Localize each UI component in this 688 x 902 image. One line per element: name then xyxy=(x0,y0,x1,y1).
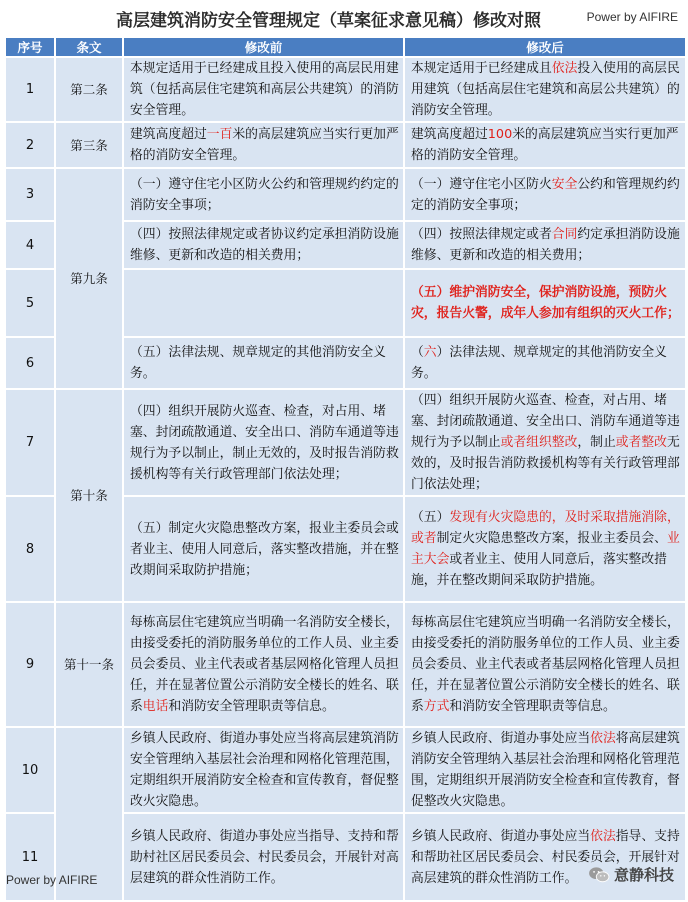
text-segment: 建筑高度超过 xyxy=(411,127,488,142)
watermark xyxy=(588,864,674,885)
highlighted-text: 安全 xyxy=(551,176,578,192)
text-segment: 乡镇人民政府、街道办事处应当指导、支持和帮助村社区居民委员会、村民委员会，开展针对高层建筑的群众性消防工作。 xyxy=(130,828,399,886)
highlighted-text: 依法 xyxy=(590,731,616,746)
column-header-article: 条文 xyxy=(55,37,123,57)
highlighted-text: （五）维护消防安全，保护消防设施，预防火灾，报告火警，成年人参加有组织的灭火工作； xyxy=(411,285,680,321)
highlighted-text: 或者组织整改 xyxy=(500,435,578,450)
article-label: 第十一条 xyxy=(55,602,123,727)
text-segment: 建筑高度超过 xyxy=(130,127,207,142)
row-number: 9 xyxy=(5,602,55,727)
highlighted-text: 合同 xyxy=(551,227,578,242)
text-segment: 乡镇人民政府、街道办事处应当 xyxy=(411,731,591,746)
table-row xyxy=(5,389,686,496)
before-text xyxy=(123,221,404,269)
row-number: 1 xyxy=(5,57,55,122)
before-text xyxy=(123,337,404,389)
highlighted-text: 依法 xyxy=(590,828,616,844)
text-segment: 本规定适用于已经建成且投入使用的高层民用建筑（包括高层住宅建筑和高层公共建筑）的消防安全管理。 xyxy=(130,61,399,118)
row-number: 7 xyxy=(5,389,55,496)
text-segment: ）法律法规、规章规定的其他消防安全义务。 xyxy=(411,345,667,381)
text-segment: （四）按照法律规定或者 xyxy=(411,227,552,242)
article-label: 第二条 xyxy=(55,57,123,122)
wechat-logo-icon xyxy=(588,866,610,884)
after-text xyxy=(404,269,686,337)
text-segment: （四）组织开展防火巡查、检查，对占用、堵塞、封闭疏散通道、安全出口、消防车通道等违规行为予以制止，制止无效的，及时报告消防救援机构等有关行政管理部门依法处理； xyxy=(130,403,399,482)
text-segment: （ xyxy=(411,345,424,360)
after-text xyxy=(404,813,686,901)
text-segment: （四）组织开展防火巡查、检查，对占用、堵塞、封闭疏散通道、安全出口、消防车通道等违规行为予以制止 xyxy=(411,393,680,450)
comparison-table xyxy=(4,36,687,902)
highlighted-text: 六 xyxy=(423,345,437,360)
table-row xyxy=(5,602,686,727)
text-segment: （五） xyxy=(411,510,450,525)
column-header-number: 序号 xyxy=(5,37,55,57)
row-number: 3 xyxy=(5,168,55,221)
table-header-row xyxy=(5,37,686,57)
text-segment: 约定承担消防设施维修、更新和改造的相关费用； xyxy=(411,227,680,263)
after-text xyxy=(404,496,686,602)
highlighted-text: 发现有火灾隐患的，及时采取措施消除，或者 xyxy=(411,510,680,546)
text-segment: （四）按照法律规定或者协议约定承担消防设施维修、更新和改造的相关费用； xyxy=(130,227,399,263)
text-segment: 指导、支持和帮助社区居民委员会、村民委员会，开展针对高层建筑的群众性消防工作。 xyxy=(411,828,680,886)
row-number: 4 xyxy=(5,221,55,269)
highlighted-text: 电话 xyxy=(142,699,169,714)
text-segment: 投入使用的高层民用建筑（包括高层住宅建筑和高层公共建筑）的消防安全管理。 xyxy=(411,61,680,118)
powered-by-label: Power by AIFIRE xyxy=(586,10,678,24)
page-title: 高层建筑消防安全管理规定（草案征求意见稿）修改对照 xyxy=(116,11,541,31)
row-number: 10 xyxy=(5,727,55,813)
before-text xyxy=(123,727,404,813)
text-segment: 公约和管理规约约定的消防安全事项； xyxy=(411,176,680,213)
after-text xyxy=(404,727,686,813)
watermark-text: 意静科技 xyxy=(613,866,674,884)
column-header-before: 修改前 xyxy=(123,37,404,57)
after-text xyxy=(404,337,686,389)
text-segment: 和消防安全管理职责等信息。 xyxy=(168,699,335,714)
article-label: 第九条 xyxy=(55,168,123,389)
before-text xyxy=(123,813,404,901)
highlighted-text: 方式 xyxy=(423,699,450,714)
text-segment: （五）法律法规、规章规定的其他消防安全义务。 xyxy=(130,345,386,381)
after-text xyxy=(404,389,686,496)
text-segment: 每栋高层住宅建筑应当明确一名消防安全楼长，由接受委托的消防服务单位的工作人员、业主委员会委员、业主代表或者基层网格化管理人员担任，并在显著位置公示消防安全楼长的姓名、联系 xyxy=(411,615,680,714)
row-number: 5 xyxy=(5,269,55,337)
text-segment: （一）遵守住宅小区防火 xyxy=(411,176,552,192)
text-segment: 无效的，及时报告消防救援机构等有关行政管理部门依法处理； xyxy=(411,435,680,492)
after-text xyxy=(404,221,686,269)
highlighted-text: 或者整改 xyxy=(615,435,667,450)
text-segment: 将高层建筑消防安全管理纳入基层社会治理和网格化管理范围，定期组织开展消防安全检查和宣传教育，督促整改火灾隐患。 xyxy=(411,731,680,809)
article-label: 第十条 xyxy=(55,389,123,602)
table-row xyxy=(5,727,686,813)
text-segment: 制定火灾隐患整改方案，报业主委员会、 xyxy=(436,531,667,546)
before-text xyxy=(123,122,404,168)
table-row xyxy=(5,57,686,122)
column-header-after: 修改后 xyxy=(404,37,686,57)
highlighted-text: 一百 xyxy=(206,127,233,142)
after-text xyxy=(404,122,686,168)
before-text xyxy=(123,57,404,122)
article-label: 第三条 xyxy=(55,122,123,168)
table-row xyxy=(5,122,686,168)
text-segment: 乡镇人民政府、街道办事处应当将高层建筑消防安全管理纳入基层社会治理和网格化管理范围，定期组织开展消防安全检查和宣传教育，督促整改火灾隐患。 xyxy=(130,731,399,809)
text-segment: ，制止 xyxy=(577,435,616,450)
row-number: 6 xyxy=(5,337,55,389)
text-segment: 或者业主、使用人同意后，落实整改措施，并在整改期间采取防护措施。 xyxy=(411,552,667,588)
row-number: 8 xyxy=(5,496,55,602)
before-text xyxy=(123,168,404,221)
highlighted-text: 业主大会 xyxy=(411,531,680,567)
after-text xyxy=(404,57,686,122)
highlighted-text: 依法 xyxy=(551,61,578,76)
text-segment: 米的高层建筑应当实行更加严格的消防安全管理。 xyxy=(411,127,679,163)
text-segment: 米的高层建筑应当实行更加严格的消防安全管理。 xyxy=(130,127,399,163)
text-segment: （一）遵守住宅小区防火公约和管理规约约定的消防安全事项； xyxy=(130,176,399,213)
table-row xyxy=(5,168,686,221)
text-segment: （五）制定火灾隐患整改方案，报业主委员会或者业主、使用人同意后，落实整改措施，并在整改期间采取防护措施； xyxy=(130,520,399,578)
row-number: 2 xyxy=(5,122,55,168)
before-text xyxy=(123,602,404,727)
row-number: 11 xyxy=(5,813,55,901)
before-text xyxy=(123,496,404,602)
after-text xyxy=(404,168,686,221)
before-text xyxy=(123,269,404,337)
after-text xyxy=(404,602,686,727)
powered-by-footer: Power by AIFIRE xyxy=(6,873,98,887)
text-segment: 和消防安全管理职责等信息。 xyxy=(449,699,616,714)
highlighted-text: 100 xyxy=(487,127,513,142)
before-text xyxy=(123,389,404,496)
text-segment: 每栋高层住宅建筑应当明确一名消防安全楼长，由接受委托的消防服务单位的工作人员、业主委员会委员、业主代表或者基层网格化管理人员担任，并在显著位置公示消防安全楼长的姓名、联系 xyxy=(130,615,399,714)
header xyxy=(0,0,688,36)
text-segment: 本规定适用于已经建成且 xyxy=(411,61,552,76)
text-segment: 乡镇人民政府、街道办事处应当 xyxy=(411,828,591,844)
